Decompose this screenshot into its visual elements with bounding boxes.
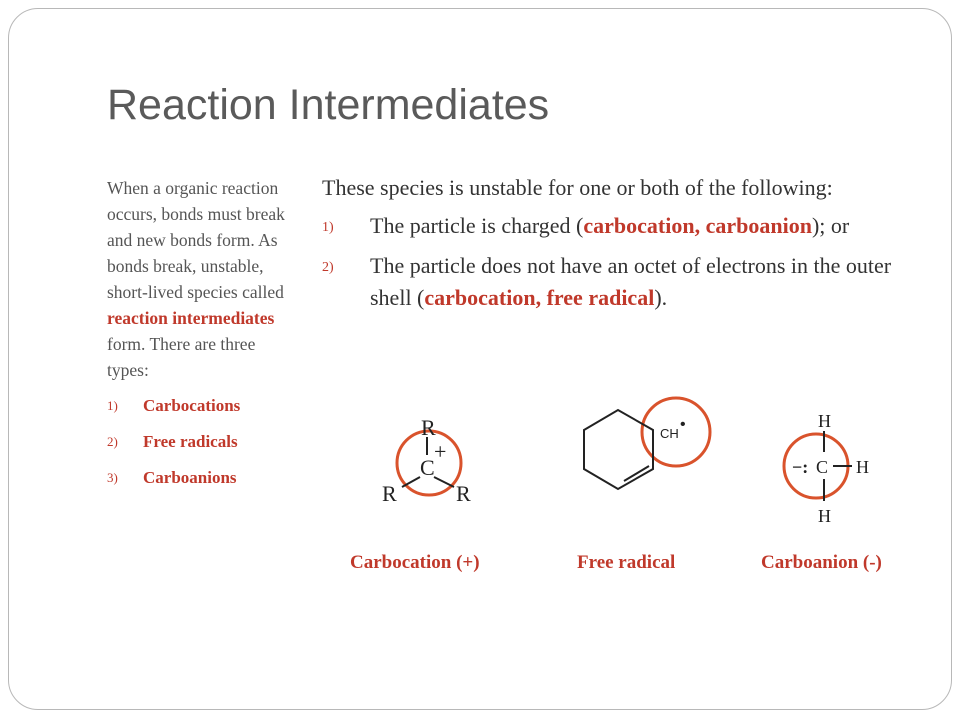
atom-label: C: [816, 457, 829, 477]
caption-carbanion: Carboanion (-): [761, 552, 882, 573]
list-text: [370, 250, 922, 314]
slide-title: Reaction Intermediates: [107, 81, 550, 129]
list-number: 1): [107, 398, 118, 413]
text-highlight: carbocation, free radical: [424, 285, 655, 310]
atom-label: H: [818, 506, 831, 525]
list-number: 3): [107, 470, 118, 485]
list-item: [107, 429, 292, 455]
intro-highlight: reaction intermediates: [107, 308, 275, 328]
lone-pair: −:: [792, 457, 809, 477]
text-after: ); or: [811, 213, 850, 238]
list-number: 2): [107, 434, 118, 449]
free-radical-structure: [572, 395, 712, 510]
reasons-list: [322, 210, 922, 314]
radical-dot: •: [680, 416, 686, 433]
left-column: [107, 175, 292, 501]
text-before: The particle is charged (: [370, 213, 584, 238]
list-item: [107, 393, 292, 419]
radical-group: CH: [660, 426, 679, 441]
atom-label: R: [382, 481, 397, 506]
list-label: Carboanions: [143, 468, 237, 487]
types-list: [107, 393, 292, 491]
list-item: [107, 465, 292, 491]
atom-label: R: [456, 481, 471, 506]
caption-free-radical: Free radical: [577, 552, 676, 573]
list-number: 2): [322, 260, 334, 275]
intro-paragraph: [107, 175, 292, 383]
bond: [434, 477, 454, 487]
atom-label: H: [818, 411, 831, 431]
atom-label: R: [421, 415, 436, 440]
caption-carbocation: Carbocation (+): [350, 552, 480, 573]
list-label: Carbocations: [143, 396, 241, 415]
lead-text: These species is unstable for one or both of the following:: [322, 175, 833, 200]
intro-text-part2: form. There are three types:: [107, 334, 256, 380]
right-column: [322, 172, 922, 320]
charge-label: +: [434, 439, 447, 464]
list-item: [322, 250, 922, 314]
text-after: ).: [654, 285, 668, 310]
text-highlight: carbocation, carboanion: [583, 213, 812, 238]
list-label: Free radicals: [143, 432, 238, 451]
atom-label: C: [420, 455, 435, 480]
carbocation-structure: [370, 395, 490, 510]
captions-row: [0, 552, 960, 582]
list-number: 1): [322, 220, 334, 235]
structures-row: [340, 395, 930, 535]
list-item: [322, 210, 922, 244]
list-text: [370, 210, 849, 244]
intro-text-part1: When a organic reaction occurs, bonds must break and new bonds form. As bonds break, unstable, short-lived species called: [107, 178, 285, 302]
atom-label: H: [856, 457, 869, 477]
text-before: The particle does not have an octet of electrons in the outer shell (: [370, 253, 892, 310]
carbanion-structure: [770, 395, 900, 525]
